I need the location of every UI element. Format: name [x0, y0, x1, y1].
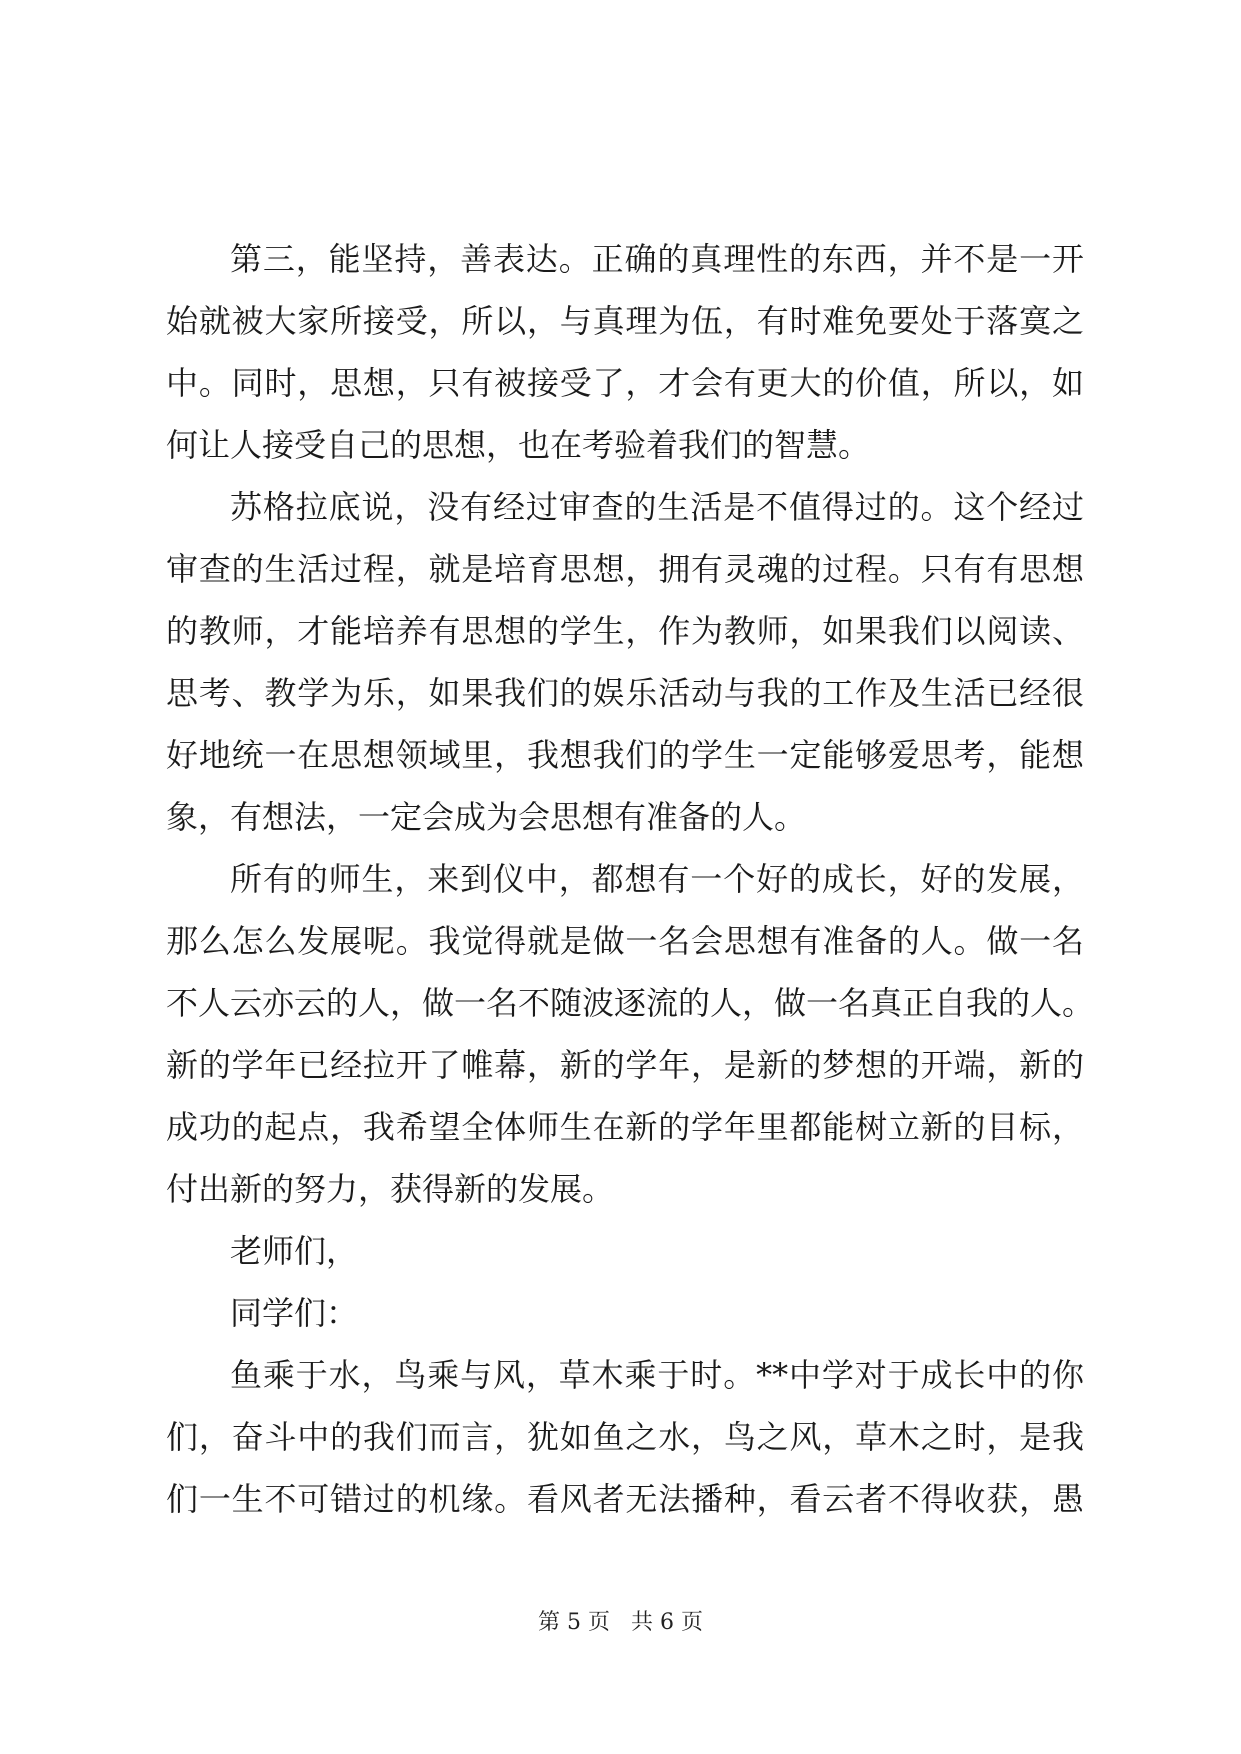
text-line: 们一生不可错过的机缘。看风者无法播种，看云者不得收获，愚 — [166, 1480, 1084, 1518]
text-line: 同学们： — [230, 1294, 359, 1332]
body-text — [166, 228, 1095, 1530]
page-number: 第 5 页 — [538, 1610, 610, 1635]
total-pages: 共 6 页 — [631, 1610, 703, 1635]
text-line: 第三，能坚持，善表达。正确的真理性的东西，并不是一开 — [230, 240, 1084, 278]
page-footer — [0, 1608, 1241, 1638]
text-line: 象，有想法，一定会成为会思想有准备的人。 — [166, 798, 807, 836]
text-line: 思考、教学为乐，如果我们的娱乐活动与我的工作及生活已经很 — [166, 674, 1084, 712]
text-line: 始就被大家所接受，所以，与真理为伍，有时难免要处于落寞之 — [166, 302, 1084, 340]
text-line: 的教师，才能培养有思想的学生，作为教师，如果我们以阅读、 — [166, 612, 1084, 650]
text-line: 好地统一在思想领域里，我想我们的学生一定能够爱思考，能想 — [166, 736, 1084, 774]
text-line: 付出新的努力，获得新的发展。 — [166, 1170, 615, 1208]
text-line: 鱼乘于水，鸟乘与风，草木乘于时。**中学对于成长中的你 — [230, 1356, 1084, 1394]
text-line: 苏格拉底说，没有经过审查的生活是不值得过的。这个经过 — [230, 488, 1084, 526]
text-line: 审查的生活过程，就是培育思想，拥有灵魂的过程。只有有思想 — [166, 550, 1084, 588]
text-line: 何让人接受自己的思想，也在考验着我们的智慧。 — [166, 426, 871, 464]
text-line: 老师们， — [230, 1232, 359, 1270]
text-line: 中。同时，思想，只有被接受了，才会有更大的价值，所以，如 — [166, 364, 1084, 402]
text-line: 们，奋斗中的我们而言，犹如鱼之水，鸟之风，草木之时，是我 — [166, 1418, 1084, 1456]
text-line: 所有的师生，来到仪中，都想有一个好的成长，好的发展， — [230, 860, 1084, 898]
text-line: 新的学年已经拉开了帷幕，新的学年，是新的梦想的开端，新的 — [166, 1046, 1084, 1084]
text-line: 不人云亦云的人，做一名不随波逐流的人，做一名真正自我的人。 — [166, 984, 1095, 1022]
text-line: 那么怎么发展呢。我觉得就是做一名会思想有准备的人。做一名 — [166, 922, 1084, 960]
text-line: 成功的起点，我希望全体师生在新的学年里都能树立新的目标， — [166, 1108, 1084, 1146]
